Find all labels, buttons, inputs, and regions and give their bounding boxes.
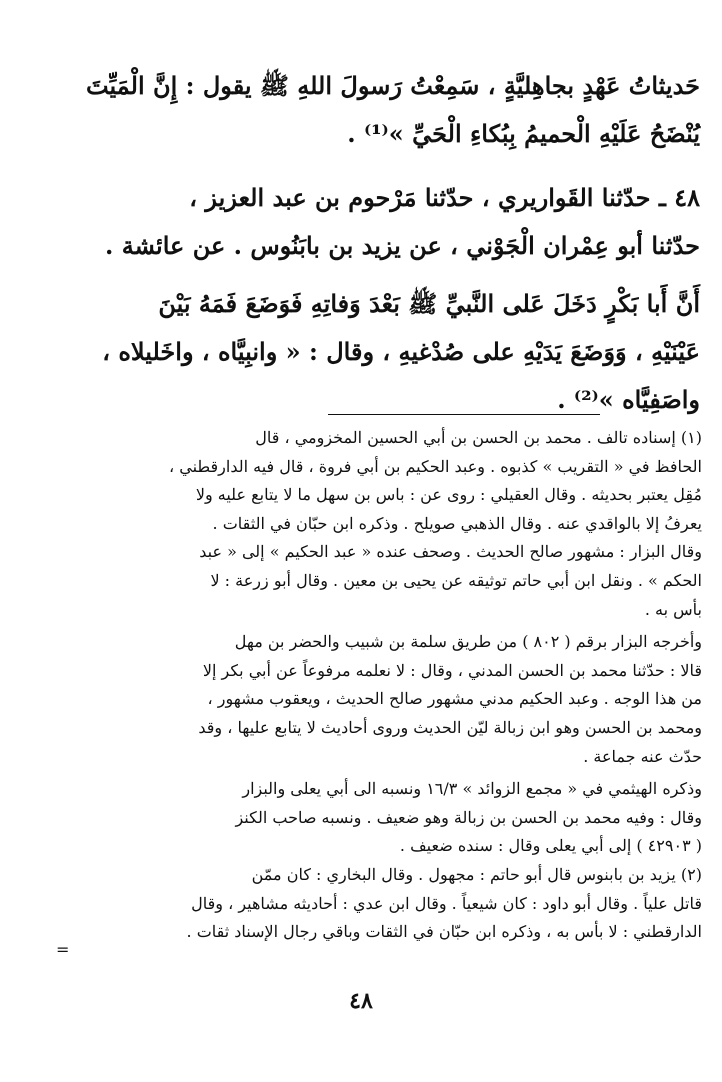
footnote-line: قاتل علياً . وقال أبو داود : كان شيعياً . وقال ابن عدي : أحاديثه مشاهير ، وقال <box>191 893 702 913</box>
text-line: حدّثنا أبو عِمْران الْجَوْني ، عن يزيد بن بابَنُوس . عن عائشة . <box>105 231 700 260</box>
continuation-mark: = <box>56 940 70 959</box>
footnote-line: (١) إسناده تالف . محمد بن الحسن بن أبي الحسين المخزومي ، قال <box>255 428 702 447</box>
text-line: حَديثاتُ عَهْدٍ بجاهِليَّةٍ ، سَمِعْتُ رَسولَ اللهِ ﷺ يقول : إِنَّ الْمَيِّتَ <box>85 71 700 100</box>
page-number: ٤٨ <box>349 988 373 1014</box>
text-line: يُنْضَحُ عَلَيْهِ الْحميمُ بِبُكاءِ الْحَيِّ »⁽¹⁾ . <box>347 119 700 148</box>
main-block-1 <box>60 62 700 158</box>
footnote-line: وقال البزار : مشهور صالح الحديث . وصحف عنده « عبد الحكيم » إلى « عبد <box>199 542 702 562</box>
main-text <box>60 62 700 434</box>
footnote-line: يعرفُ إلا بالواقدي عنه . وقال الذهبي صويلح . وذكره ابن حبّان في الثقات . <box>212 513 702 533</box>
text-line: عَيْنَيْهِ ، وَوَضَعَ يَدَيْهِ على صُدْغيهِ ، وقال : « وانبِيَّاه ، واخَليلاه ، <box>102 337 700 366</box>
footnote-line: وأخرجه البزار برقم ( ٨٠٢ ) من طريق سلمة بن شبيب والحضر بن مهل <box>234 632 702 652</box>
text-line: ٤٨ ـ حدّثنا القَواريري ، حدّثنا مَرْحوم بن عبد العزيز ، <box>189 183 700 212</box>
footnote-2 <box>58 861 702 947</box>
footnote-line: ومحمد بن الحسن وهو ابن زبالة ليّن الحديث وروى أحاديث لا يتابع عليها ، وقد <box>198 717 702 737</box>
footnote-line: من هذا الوجه . وعبد الحكيم مدني مشهور صالح الحديث ، ويعقوب مشهور ، <box>207 689 702 709</box>
footnote-line: الدارقطني : لا بأس به ، وذكره ابن حبّان في الثقات وباقي رجال الإسناد ثقات . <box>186 922 702 942</box>
footnotes <box>58 424 702 947</box>
footnote-line: ( ٤٢٩٠٣ ) إلى أبي يعلى وقال : سنده ضعيف . <box>399 836 702 856</box>
footnote-line: وذكره الهيثمي في « مجمع الزوائد » ١٦/٣ ونسبه الى أبي يعلى والبزار <box>242 779 702 799</box>
footnote-1 <box>58 424 702 861</box>
footnote-line: حدّث عنه جماعة . <box>583 746 702 766</box>
footnote-line: وقال : وفيه محمد بن الحسن بن زبالة وهو ضعيف . ونسبه صاحب الكنز <box>235 807 702 827</box>
footnote-line: مُقِل يعتبر بحديثه . وقال العقيلي : روى عن : باس بن سهل ما لا يتابع عليه ولا <box>195 485 702 505</box>
footnote-line: الحافظ في « التقريب » كذبوه . وعبد الحكيم بن أبي فروة ، قال فيه الدارقطني ، <box>168 456 702 476</box>
footnote-line: الحكم » . ونقل ابن أبي حاتم توثيقه عن يحيى بن معين . وقال أبو زرعة : لا <box>210 570 702 590</box>
main-block-3 <box>60 280 700 424</box>
text-line: أَنَّ أَبا بَكْرٍ دَخَلَ عَلى النَّبيِّ ﷺ بَعْدَ وَفاتِهِ فَوَضَعَ فَمَهُ بَيْنَ <box>158 289 700 318</box>
footnote-line: بأس به . <box>644 599 702 619</box>
text-line: واصَفِيَّاه »⁽²⁾ . <box>557 385 700 414</box>
main-block-2 <box>60 174 700 270</box>
footnote-line: قالا : حدّثنا محمد بن الحسن المدني ، وقال : لا نعلمه مرفوعاً عن أبي بكر إلا <box>202 660 702 680</box>
footnote-line: (٢) يزيد بن بابنوس قال أبو حاتم : مجهول . وقال البخاري : كان ممّن <box>251 864 702 884</box>
footnote-divider <box>328 414 600 415</box>
